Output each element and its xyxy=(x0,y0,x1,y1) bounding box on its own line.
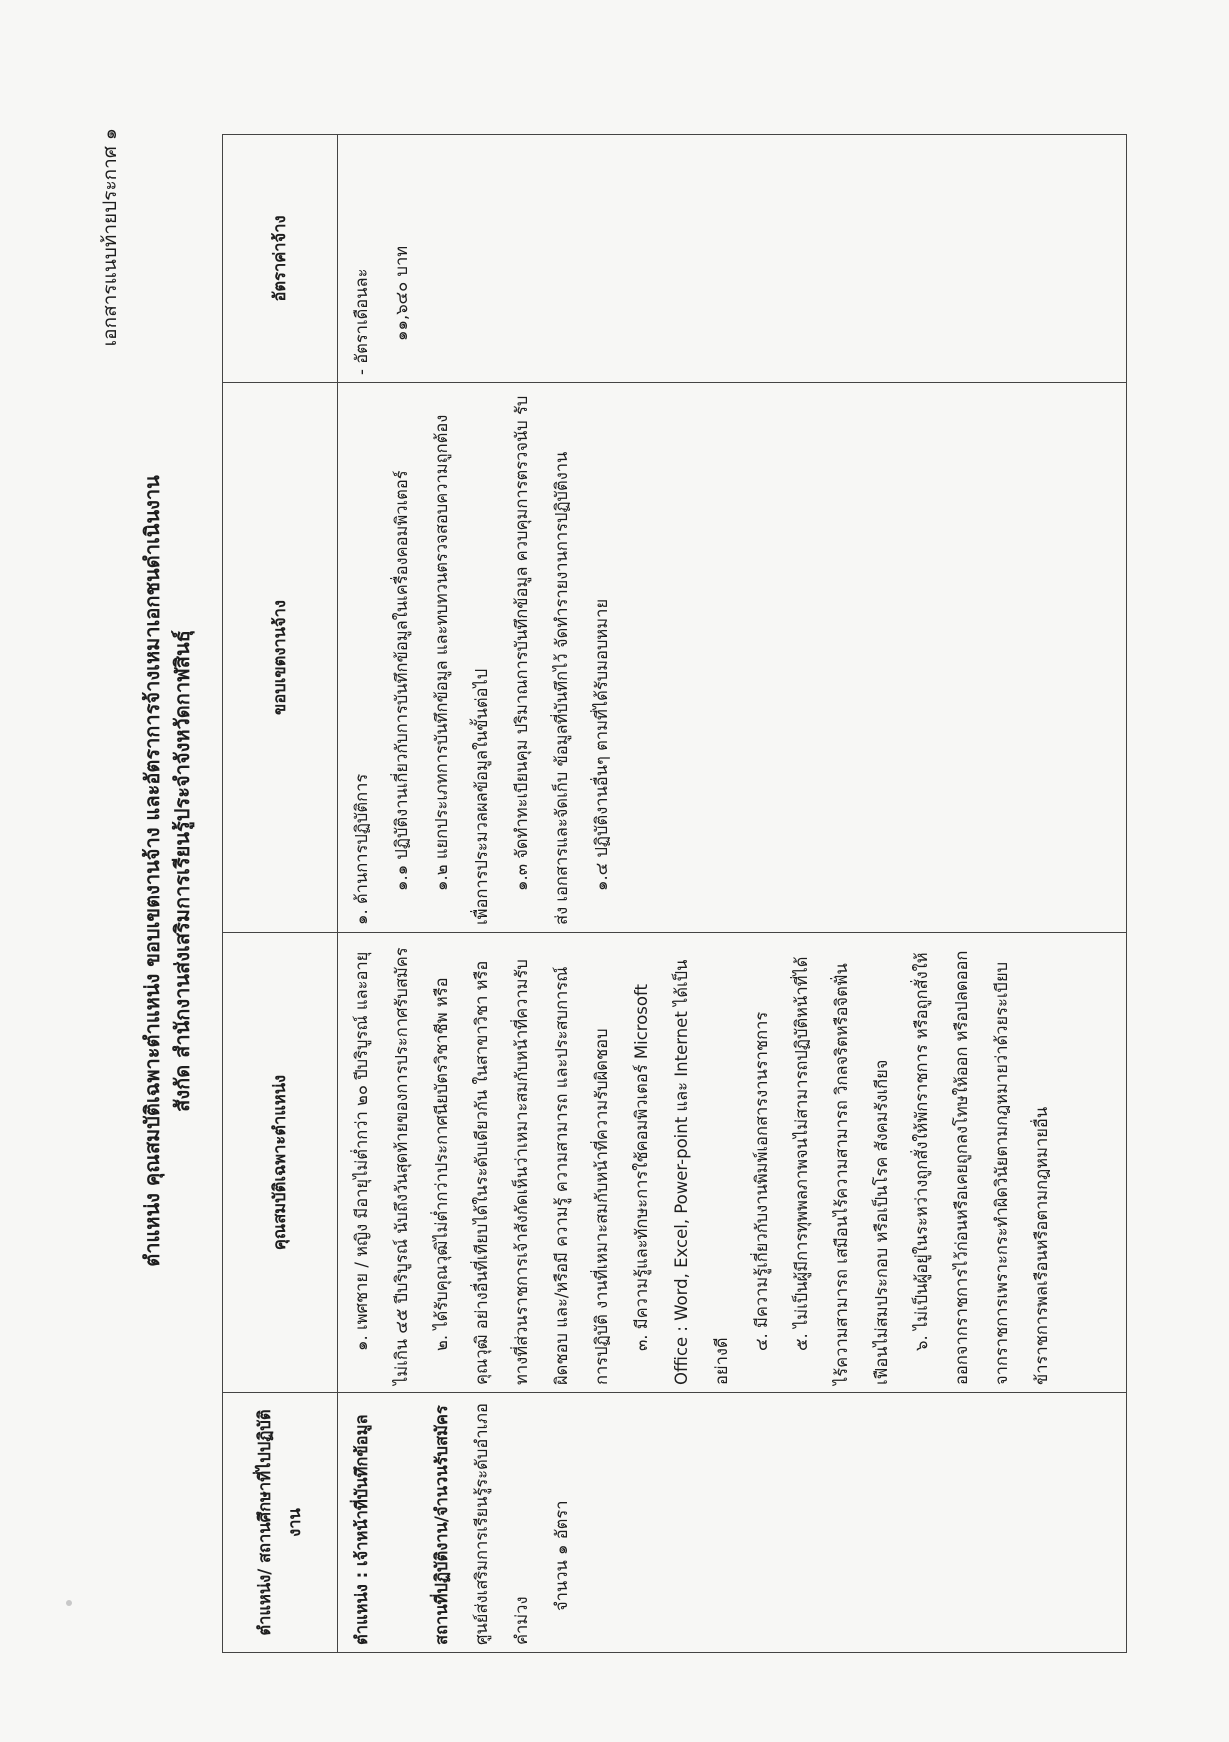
scope-item: ๑.๒ แยกประเภทการบันทึกข้อมูล และทบทวนตรวจสอบความถูกต้องเพื่อการประมวลผลข้อมูลในขั้นต่อไป xyxy=(432,414,491,925)
qualification-item: ๒. ได้รับคุณวุฒิไม่ต่ำกว่าประกาศนียบัตรวิชาชีพ หรือคุณวุฒิ อย่างอื่นที่เทียบได้ในระดับเดียวกัน ในสาขาวิชา หรือทางที่ส่วนราชการเจ้าสังกัดเห็นว่าเหมาะสมกับหน้าที่ความรับผิดชอบ และ/หรือมี ความรู้ ความสามารถ และประสบการณ์การปฏิบัติ งานที่เหมาะสมกับหน้าที่ความรับผิดชอบ xyxy=(432,959,611,1385)
workplace-name: ศูนย์ส่งเสริมการเรียนรู้ระดับอำเภอคำม่วง xyxy=(472,1403,531,1645)
document-title: ตำแหน่ง คุณสมบัติเฉพาะตำแหน่ง ขอบเขตงานจ้าง และอัตราการจ้างเหมาเอกชนดำเนินงาน xyxy=(140,475,164,1267)
qualification-item: ๑. เพศชาย / หญิง มีอายุไม่ต่ำกว่า ๒๐ ปีบริบูรณ์ และอายุไม่เกิน ๔๕ ปีบริบูรณ์ นับถึงวันสุดท้ายของการประกาศรับสมัคร xyxy=(352,947,411,1385)
scope-item: ๑.๔ ปฏิบัติงานอื่นๆ ตามที่ได้รับมอบหมาย xyxy=(592,598,611,891)
scope-item: ๑.๓ จัดทำทะเบียนคุม ปริมาณการบันทึกข้อมูล ควบคุมการตรวจนับ รับ ส่ง เอกสารและจัดเก็บ ข้อมูลที่บันทึกไว้ จัดทำรายงานการปฏิบัติงาน xyxy=(512,395,571,925)
workplace-heading: สถานที่ปฏิบัติงาน/จำนวนรับสมัคร xyxy=(432,1405,451,1645)
qualification-item: ๓. มีความรู้และทักษะการใช้คอมพิวเตอร์ Microsoft Office : Word, Excel, Power-point และ Internet ได้เป็นอย่างดี xyxy=(632,959,731,1385)
header-rate: อัตราค่าจ้าง xyxy=(223,135,338,383)
scan-speck xyxy=(66,1600,72,1606)
table-header-row xyxy=(223,135,338,1653)
scope-item: ๑. ด้านการปฏิบัติการ xyxy=(352,773,371,925)
table-row xyxy=(338,135,1127,1653)
header-scope: ขอบเขตงานจ้าง xyxy=(223,383,338,933)
qualification-item: ๕. ไม่เป็นผู้มีการทุพพลภาพจนไม่สามารถปฏิบัติหน้าที่ได้ ไร้ความสามารถ เสมือนไร้ความสามารถ วิกลจริตหรือจิตฟั่นเฟือนไม่สมประกอบ หรือเป็นโรค สังคมรังเกียจ xyxy=(792,956,891,1385)
qualification-item: ๖. ไม่เป็นผู้อยู่ในระหว่างถูกสั่งให้พักราชการ หรือถูกสั่งให้ออกจากราชการไว้ก่อนหรือเคยถูกลงโทษให้ออก หรือปลดออกจากราชการเพราะกระทำผิดวินัยตามกฎหมายว่าด้วยระเบียบข้าราชการพลเรือนหรือตามกฎหมายอื่น xyxy=(912,950,1051,1385)
document-subtitle: สังกัด สำนักงานส่งเสริมการเรียนรู้ประจำจังหวัดกาฬสินธุ์ xyxy=(170,630,194,1112)
quota-text: จำนวน ๑ อัตรา xyxy=(552,1500,571,1611)
qualification-item: ๔. มีความรู้เกี่ยวกับงานพิมพ์เอกสารงานราชการ xyxy=(752,1011,771,1351)
header-position: ตำแหน่ง/ สถานศึกษาที่ไปปฏิบัติงาน xyxy=(223,1393,338,1653)
rate-amount: ๑๑,๖๔๐ บาท xyxy=(392,245,411,341)
qualifications-cell xyxy=(338,933,1127,1393)
qualification-table xyxy=(222,134,1127,1653)
rate-cell xyxy=(338,135,1127,383)
header-qualifications: คุณสมบัติเฉพาะตำแหน่ง xyxy=(223,933,338,1393)
rate-label: - อัตราเดือนละ xyxy=(352,268,371,375)
scope-cell xyxy=(338,383,1127,933)
scope-item: ๑.๑ ปฏิบัติงานเกี่ยวกับการบันทึกข้อมูลในเครื่องคอมพิวเตอร์ xyxy=(392,470,411,891)
annex-label: เอกสารแนบท้ายประกาศ ๑ xyxy=(99,128,121,347)
position-cell xyxy=(338,1393,1127,1653)
position-title: ตำแหน่ง : เจ้าหน้าที่บันทึกข้อมูล xyxy=(352,1414,371,1645)
